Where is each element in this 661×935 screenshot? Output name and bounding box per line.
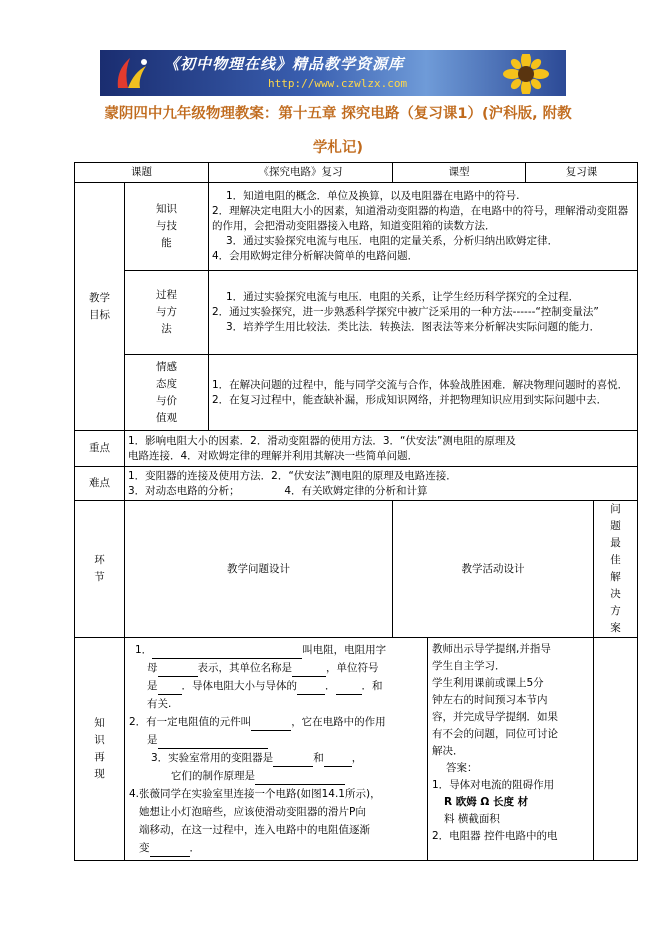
key-points-row xyxy=(75,431,638,467)
question-text: 变 xyxy=(139,842,150,854)
question-3-line-1 xyxy=(129,749,423,767)
answer-blank[interactable] xyxy=(297,682,325,695)
answer-line: 2．电阻器 控件电路中的电 xyxy=(432,830,558,842)
review-label-line: 再 xyxy=(94,751,105,763)
review-label-line: 现 xyxy=(94,768,105,780)
answer-blank[interactable] xyxy=(150,844,190,857)
knowledge-label-line: 与技 xyxy=(156,220,177,232)
best-header-line: 题 xyxy=(610,520,621,532)
question-text: ，它在电路中的作用 xyxy=(291,716,386,728)
emotion-label-line: 与价 xyxy=(156,394,177,407)
banner-url: http://www.czwlzx.com xyxy=(268,77,408,90)
answer-blank[interactable] xyxy=(336,682,362,695)
answer-blank[interactable] xyxy=(255,772,345,785)
header-banner xyxy=(100,50,566,96)
topic-label: 课题 xyxy=(75,163,209,183)
question-text: 有关. xyxy=(147,698,172,710)
difficulties-line xyxy=(128,484,634,499)
process-label-line: 过程 xyxy=(156,289,177,301)
review-label xyxy=(75,638,125,861)
process-label xyxy=(125,271,209,355)
answer-blank[interactable] xyxy=(152,646,302,659)
question-1-line-1 xyxy=(129,641,423,659)
knowledge-item: 1．知道电阻的概念．单位及换算，以及电阻器在电路中的符号. xyxy=(226,190,520,202)
knowledge-label-line: 知识 xyxy=(156,203,177,215)
activity-header: 教学活动设计 xyxy=(393,501,594,638)
difficulties-content xyxy=(125,467,638,501)
document-title-line-2: 学札记) xyxy=(312,140,364,156)
review-best-solution xyxy=(594,638,638,861)
emotion-label-line: 值观 xyxy=(156,411,177,424)
logo-icon xyxy=(112,54,152,92)
question-text: 表示，其单位名称是 xyxy=(197,662,292,674)
difficulties-label: 难点 xyxy=(75,467,125,501)
emotion-label xyxy=(125,355,209,431)
process-label-line: 与方 xyxy=(156,306,177,318)
banner-title: 《初中物理在线》精品教学资源库 xyxy=(164,55,405,73)
question-2-line-1 xyxy=(129,713,423,731)
review-label-line: 识 xyxy=(94,734,105,746)
key-points-content xyxy=(125,431,638,467)
objective-knowledge-row xyxy=(75,183,638,271)
key-points-line: 电路连接．4．对欧姆定律的理解并利用其解决一些简单问题． xyxy=(128,449,419,462)
question-text: ， xyxy=(351,752,363,764)
review-label-line: 知 xyxy=(94,717,105,729)
answer-blank[interactable] xyxy=(158,736,268,749)
emotion-label-line: 情感 xyxy=(156,360,177,373)
difficulties-line: 1．变阻器的连接及使用方法．2．“伏安法”测电阻的原理及电路连接． xyxy=(128,469,457,482)
design-header: 教学问题设计 xyxy=(125,501,393,638)
question-text: 它们的制作原理是 xyxy=(171,770,255,782)
best-header-line: 问 xyxy=(610,503,621,515)
activity-line: 容，并完成导学提纲．如果 xyxy=(432,711,558,723)
process-item: 2．通过实验探究，进一步熟悉科学探究中被广泛采用的一种方法------“控制变量法” xyxy=(212,306,599,318)
objectives-label xyxy=(75,183,125,431)
key-points-line: 1．影响电阻大小的因素．2．滑动变阻器的使用方法．3．“伏安法”测电阻的原理及 xyxy=(128,434,516,447)
sunflower-icon xyxy=(486,54,556,94)
document-title-line-1: 蒙阴四中九年级物理教案：第十五章 探究电路（复习课1）(沪科版, 附教 xyxy=(104,106,572,122)
question-text: ．导体电阻大小与导体的 xyxy=(181,680,297,692)
emotion-item: 1．在解决问题的过程中，能与同学交流与合作，体验战胜困难．解决物理问题时的喜悦． xyxy=(212,378,629,391)
question-text: ． xyxy=(189,842,200,854)
key-points-label: 重点 xyxy=(75,431,125,467)
best-header-line: 案 xyxy=(610,622,621,634)
difficulties-item-3: 3．对动态电路的分析； xyxy=(128,484,240,497)
question-text: 是 xyxy=(147,680,158,692)
question-text: 3．实验室常用的变阻器是 xyxy=(151,752,274,764)
best-header-line: 佳 xyxy=(610,554,621,566)
objectives-label-text: 教学目标 xyxy=(89,291,110,321)
question-1-line-2 xyxy=(129,659,423,677)
question-text: ． xyxy=(325,680,336,692)
answer-blank[interactable] xyxy=(292,664,326,677)
review-questions xyxy=(125,638,428,861)
answer-blank[interactable] xyxy=(251,718,291,731)
question-1-line-3 xyxy=(129,677,423,695)
objective-process-row xyxy=(75,271,638,355)
best-header-line: 方 xyxy=(610,605,621,617)
process-item: 1．通过实验探究电流与电压．电阻的关系，让学生经历科学探究的全过程． xyxy=(226,291,580,303)
type-value: 复习课 xyxy=(526,163,638,183)
question-text: 1． xyxy=(135,644,153,656)
answer-line: 料 横截面积 xyxy=(444,813,500,825)
emotion-content xyxy=(209,355,638,431)
answer-blank[interactable] xyxy=(158,682,182,695)
question-text: ，单位符号 xyxy=(326,662,379,674)
knowledge-review-row xyxy=(75,638,638,861)
phase-header xyxy=(75,501,125,638)
process-label-line: 法 xyxy=(161,323,172,335)
question-4-line-3: 端移动，在这一过程中，连入电路中的电阻值逐渐 xyxy=(139,824,370,836)
activity-line: 解决． xyxy=(432,745,464,757)
best-header-line: 决 xyxy=(610,588,621,600)
emotion-item: 2．在复习过程中，能查缺补漏，形成知识网络，并把物理知识应用到实际问题中去． xyxy=(212,393,608,406)
activity-line: 学生自主学习． xyxy=(432,660,506,672)
answer-blank[interactable] xyxy=(158,664,198,677)
question-text: 母 xyxy=(147,662,158,674)
difficulties-row xyxy=(75,467,638,501)
topic-value: 《探究电路》复习 xyxy=(209,163,393,183)
type-label: 课型 xyxy=(393,163,526,183)
question-text: 和 xyxy=(313,752,324,764)
review-activity xyxy=(428,638,594,861)
phase-header-line: 节 xyxy=(94,571,105,583)
question-text: 叫电阻，电阻用字 xyxy=(302,644,387,656)
knowledge-label-line: 能 xyxy=(161,237,172,249)
activity-line: 有不会的问题，同位可讨论 xyxy=(432,728,558,740)
question-4-line-2: 她想让小灯泡暗些，应该使滑动变阻器的滑片P向 xyxy=(139,806,366,818)
answer-blank[interactable] xyxy=(273,754,313,767)
answer-line: 1．导体对电流的阻碍作用 xyxy=(432,779,555,791)
answer-line: R 欧姆 Ω 长度 材 xyxy=(444,796,529,808)
question-2-line-2 xyxy=(129,731,423,749)
best-solution-header xyxy=(594,501,638,638)
phase-header-line: 环 xyxy=(94,554,105,566)
emotion-label-line: 态度 xyxy=(156,377,177,390)
activity-line: 学生利用课前或课上5分 xyxy=(432,677,544,689)
activity-line: 教师出示导学提纲,并指导 xyxy=(432,643,551,655)
process-item: 3．培养学生用比较法．类比法．转换法．图表法等来分析解决实际问题的能力． xyxy=(226,321,601,333)
best-header-line: 解 xyxy=(610,571,621,583)
knowledge-item: 4．会用欧姆定律分析解决简单的电路问题． xyxy=(212,250,419,262)
question-text: 是 xyxy=(147,734,158,746)
difficulties-item-4: 4．有关欧姆定律的分析和计算 xyxy=(284,484,428,497)
knowledge-item: 2．理解决定电阻大小的因素，知道滑动变阻器的构造，在电路中的符号，理解滑动变阻器的作用，会把滑动变阻器接入电路，知道变阻箱的读数方法． xyxy=(212,205,629,232)
question-3-line-2 xyxy=(129,767,423,785)
lesson-plan-table xyxy=(74,162,638,861)
question-text: 2．有一定电阻值的元件叫 xyxy=(129,716,252,728)
knowledge-item: 3．通过实验探究电流与电压．电阻的定量关系，分析归纳出欧姆定律． xyxy=(226,235,559,247)
process-content xyxy=(209,271,638,355)
answer-label: 答案： xyxy=(446,762,478,774)
knowledge-label xyxy=(125,183,209,271)
question-4-line-1: 4.张薇同学在实验室里连接一个电路(如图14.1所示)， xyxy=(129,788,381,800)
best-header-line: 最 xyxy=(610,537,621,549)
answer-blank[interactable] xyxy=(324,754,352,767)
question-text: ．和 xyxy=(361,680,383,692)
knowledge-content xyxy=(209,183,638,271)
activity-line: 钟左右的时间预习本节内 xyxy=(432,694,548,706)
header-row xyxy=(75,163,638,183)
section-header-row xyxy=(75,501,638,638)
question-1-line-4 xyxy=(129,695,423,713)
question-4-line-4 xyxy=(129,839,423,857)
objective-emotion-row xyxy=(75,355,638,431)
